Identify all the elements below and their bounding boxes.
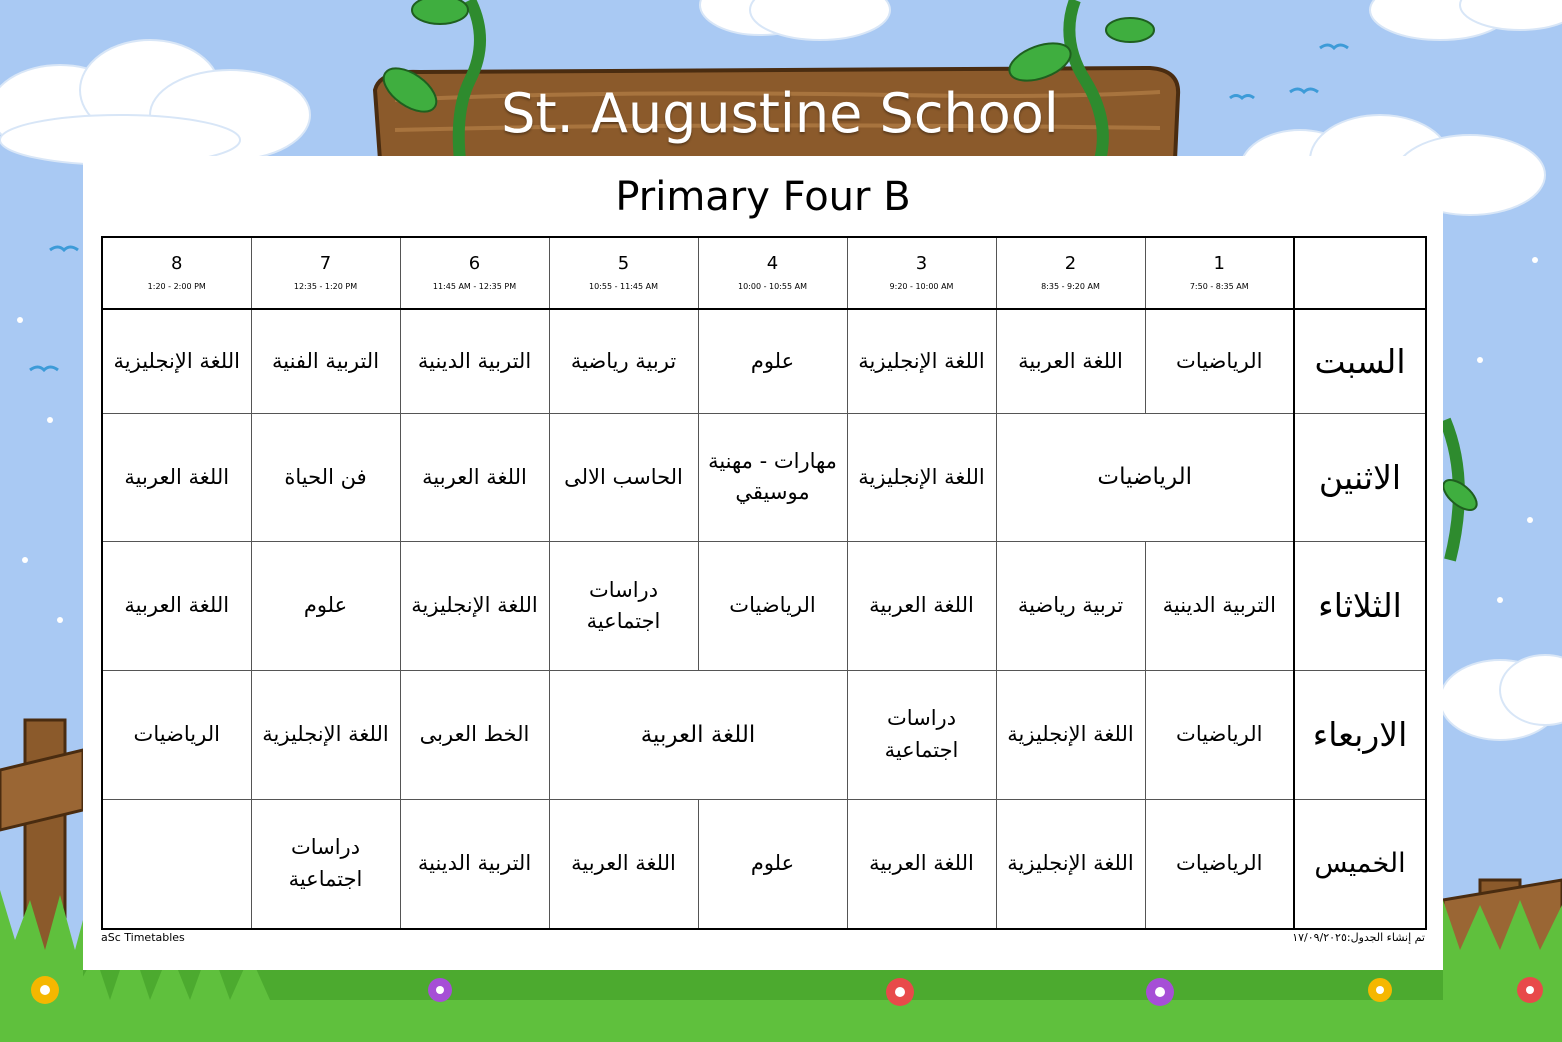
- lesson-cell: علوم: [698, 799, 847, 929]
- lesson-cell: اللغة الإنجليزية: [400, 542, 549, 671]
- period-number: 6: [468, 253, 481, 274]
- lesson-cell: [102, 799, 251, 929]
- lesson-cell: الحاسب الالى: [549, 413, 698, 542]
- day-row: [102, 542, 1426, 671]
- timetable: [101, 236, 1427, 930]
- lesson-cell: التربية الدينية: [400, 309, 549, 413]
- lesson-cell: علوم: [698, 309, 847, 413]
- period-number: 7: [319, 253, 332, 274]
- school-name-title: St. Augustine School: [501, 82, 1059, 145]
- period-number: 5: [617, 253, 630, 274]
- period-time: 11:45 AM - 12:35 PM: [432, 282, 517, 291]
- period-number: 8: [171, 253, 183, 274]
- day-row: [102, 671, 1426, 800]
- lesson-cell: التربية الدينية: [1145, 542, 1294, 671]
- day-name-cell: الاثنين: [1294, 413, 1426, 542]
- lesson-cell: اللغة العربية: [400, 413, 549, 542]
- lesson-cell: الرياضيات: [102, 671, 251, 800]
- period-header-cell: [1145, 237, 1294, 309]
- lesson-cell: دراسات اجتماعية: [549, 542, 698, 671]
- footer-software-name: aSc Timetables: [101, 931, 185, 944]
- day-row: [102, 413, 1426, 542]
- lesson-cell: اللغة العربية: [549, 671, 847, 800]
- lesson-cell: اللغة الإنجليزية: [251, 671, 400, 800]
- period-header-cell: [698, 237, 847, 309]
- lesson-cell: اللغة العربية: [102, 542, 251, 671]
- corner-cell: [1294, 237, 1426, 309]
- lesson-cell: الرياضيات: [1145, 309, 1294, 413]
- period-number: 3: [915, 253, 928, 274]
- lesson-cell: دراسات اجتماعية: [251, 799, 400, 929]
- lesson-cell: الرياضيات: [1145, 799, 1294, 929]
- period-header-cell: [549, 237, 698, 309]
- period-number: 4: [766, 253, 779, 274]
- lesson-cell: مهارات - مهنية موسيقي: [698, 413, 847, 542]
- lesson-cell: دراسات اجتماعية: [847, 671, 996, 800]
- day-name-cell: السبت: [1294, 309, 1426, 413]
- lesson-cell: علوم: [251, 542, 400, 671]
- lesson-cell: الخط العربى: [400, 671, 549, 800]
- day-row: [102, 799, 1426, 929]
- class-title: Primary Four B: [615, 174, 911, 220]
- period-header-cell: [251, 237, 400, 309]
- lesson-cell: فن الحياة: [251, 413, 400, 542]
- lesson-cell: اللغة العربية: [996, 309, 1145, 413]
- lesson-cell: اللغة الإنجليزية: [996, 799, 1145, 929]
- period-time: 7:50 - 8:35 AM: [1189, 282, 1249, 291]
- lesson-cell: اللغة الإنجليزية: [847, 413, 996, 542]
- lesson-cell: تربية رياضية: [549, 309, 698, 413]
- lesson-cell: اللغة العربية: [549, 799, 698, 929]
- day-name-cell: الثلاثاء: [1294, 542, 1426, 671]
- lesson-cell: الرياضيات: [996, 413, 1294, 542]
- lesson-cell: اللغة الإنجليزية: [102, 309, 251, 413]
- period-time: 12:35 - 1:20 PM: [293, 282, 358, 291]
- lesson-cell: الرياضيات: [698, 542, 847, 671]
- lesson-cell: اللغة العربية: [847, 799, 996, 929]
- period-time: 9:20 - 10:00 AM: [889, 282, 954, 291]
- lesson-cell: التربية الفنية: [251, 309, 400, 413]
- period-header-row: [102, 237, 1426, 309]
- lesson-cell: الرياضيات: [1145, 671, 1294, 800]
- day-row: [102, 309, 1426, 413]
- lesson-cell: تربية رياضية: [996, 542, 1145, 671]
- footer-created-date: تم إنشاء الجدول:١٧/٠٩/٢٠٢٥: [1292, 931, 1425, 944]
- day-name-cell: الخميس: [1294, 799, 1426, 929]
- period-number: 1: [1213, 253, 1225, 274]
- lesson-cell: اللغة العربية: [847, 542, 996, 671]
- lesson-cell: اللغة العربية: [102, 413, 251, 542]
- period-time: 10:00 - 10:55 AM: [738, 282, 807, 291]
- lesson-cell: اللغة الإنجليزية: [996, 671, 1145, 800]
- period-header-cell: [847, 237, 996, 309]
- period-time: 1:20 - 2:00 PM: [147, 282, 206, 291]
- period-header-cell: [400, 237, 549, 309]
- period-time: 10:55 - 11:45 AM: [589, 282, 658, 291]
- period-header-cell: [996, 237, 1145, 309]
- period-number: 2: [1064, 253, 1077, 274]
- day-name-cell: الاربعاء: [1294, 671, 1426, 800]
- period-header-cell: [102, 237, 251, 309]
- period-time: 8:35 - 9:20 AM: [1041, 282, 1100, 291]
- lesson-cell: اللغة الإنجليزية: [847, 309, 996, 413]
- lesson-cell: التربية الدينية: [400, 799, 549, 929]
